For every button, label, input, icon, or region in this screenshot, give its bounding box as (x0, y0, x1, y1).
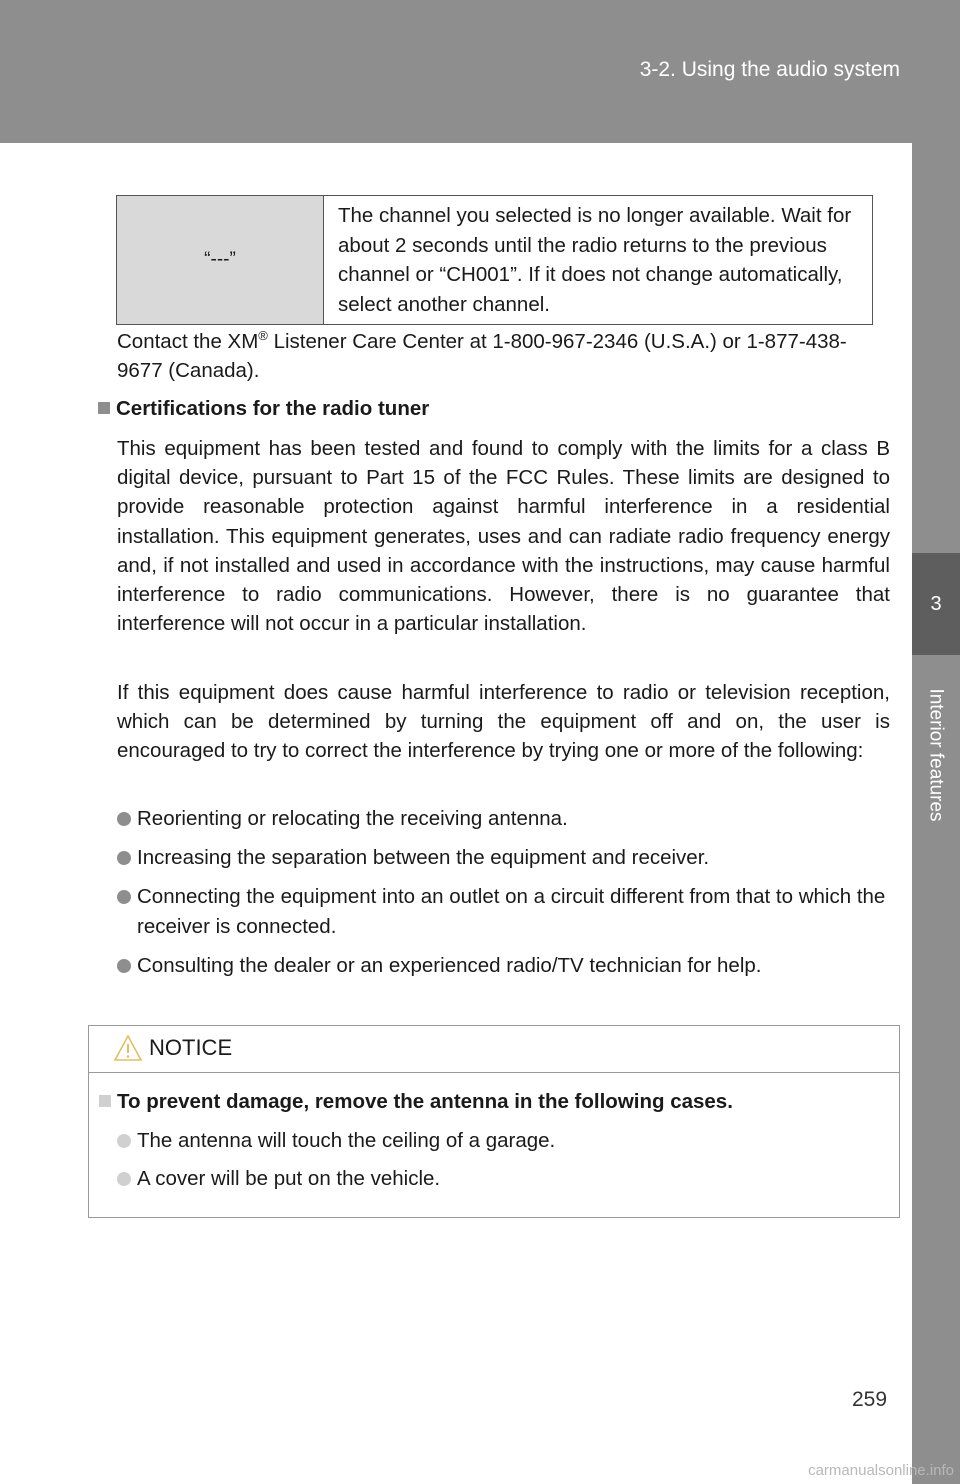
section-heading (98, 397, 898, 421)
list-item-text: Consulting the dealer or an experienced radio/TV technician for help. (137, 953, 762, 977)
list-item-text: The antenna will touch the ceiling of a garage. (137, 1129, 556, 1153)
chapter-tab (912, 553, 960, 655)
chapter-label-text: Interior features (926, 688, 948, 822)
contact-paragraph (117, 327, 890, 385)
list-item (117, 882, 890, 940)
contact-text-before: Contact the XM (117, 330, 259, 353)
list-item-text: Reorienting or relocating the receiving antenna. (137, 807, 568, 830)
message-table (116, 195, 873, 325)
bullet-dot-icon (117, 890, 131, 904)
chapter-number: 3 (930, 592, 942, 615)
remedy-list (117, 804, 890, 990)
section-heading-text: Certifications for the radio tuner (116, 397, 430, 420)
bullet-dot-icon (117, 1134, 131, 1148)
notice-box (88, 1025, 900, 1218)
bullet-dot-icon (117, 1172, 131, 1186)
list-item (117, 804, 890, 833)
list-item (117, 951, 890, 980)
paragraph-interference: If this equipment does cause harmful interference to radio or television reception, which can be determined by turning the equipment off and on, the user is encouraged to try to correct the interference by trying one or more of the following: (117, 681, 890, 763)
notice-body (89, 1073, 899, 1194)
notice-subtitle-text: To prevent damage, remove the antenna in the following cases. (117, 1090, 733, 1113)
side-tab-band (912, 143, 960, 553)
list-item (117, 1126, 899, 1155)
chapter-label (912, 665, 960, 845)
message-description: The channel you selected is no longer available. Wait for about 2 seconds until the radio returns to the previous channel or “CH001”. If it does not change automatically, select another channel. (338, 204, 852, 316)
paragraph-compliance: This equipment has been tested and found to comply with the limits for a class B digital device, pursuant to Part 15 of the FCC Rules. These limits are designed to provide reasonable protection against harmful interference in a residential installation. This equipment generates, uses and can radiate radio frequency energy and, if not installed and used in accordance with the instructions, may cause harmful interference to radio communications. However, there is no guarantee that interference will not occur in a particular installation. (117, 437, 890, 636)
page-number: 259 (852, 1388, 888, 1411)
list-item (117, 1164, 899, 1193)
registered-mark: ® (258, 328, 268, 344)
list-item-text: A cover will be put on the vehicle. (137, 1167, 441, 1191)
message-code: “---” (117, 196, 324, 324)
watermark: carmanualsonline.info (808, 1462, 954, 1479)
notice-title: NOTICE (149, 1035, 233, 1060)
bullet-dot-icon (117, 959, 131, 973)
square-bullet-icon (98, 402, 110, 414)
list-item-text: Increasing the separation between the equipment and receiver. (137, 846, 710, 870)
bullet-dot-icon (117, 851, 131, 865)
page-header (0, 0, 960, 143)
warning-triangle-icon (113, 1034, 143, 1062)
list-item (117, 843, 890, 872)
contact-text-after: Listener Care Center at 1-800-967-2346 (U.S.A.) or 1-877-438-9677 (Canada). (117, 330, 847, 383)
notice-subtitle (99, 1087, 899, 1116)
section-title: 3-2. Using the audio system (639, 58, 900, 81)
bullet-dot-icon (117, 812, 131, 826)
square-bullet-icon (99, 1095, 111, 1107)
list-item-text: Connecting the equipment into an outlet on a circuit different from that to which the receiver is connected. (137, 885, 886, 938)
notice-header (89, 1026, 899, 1073)
